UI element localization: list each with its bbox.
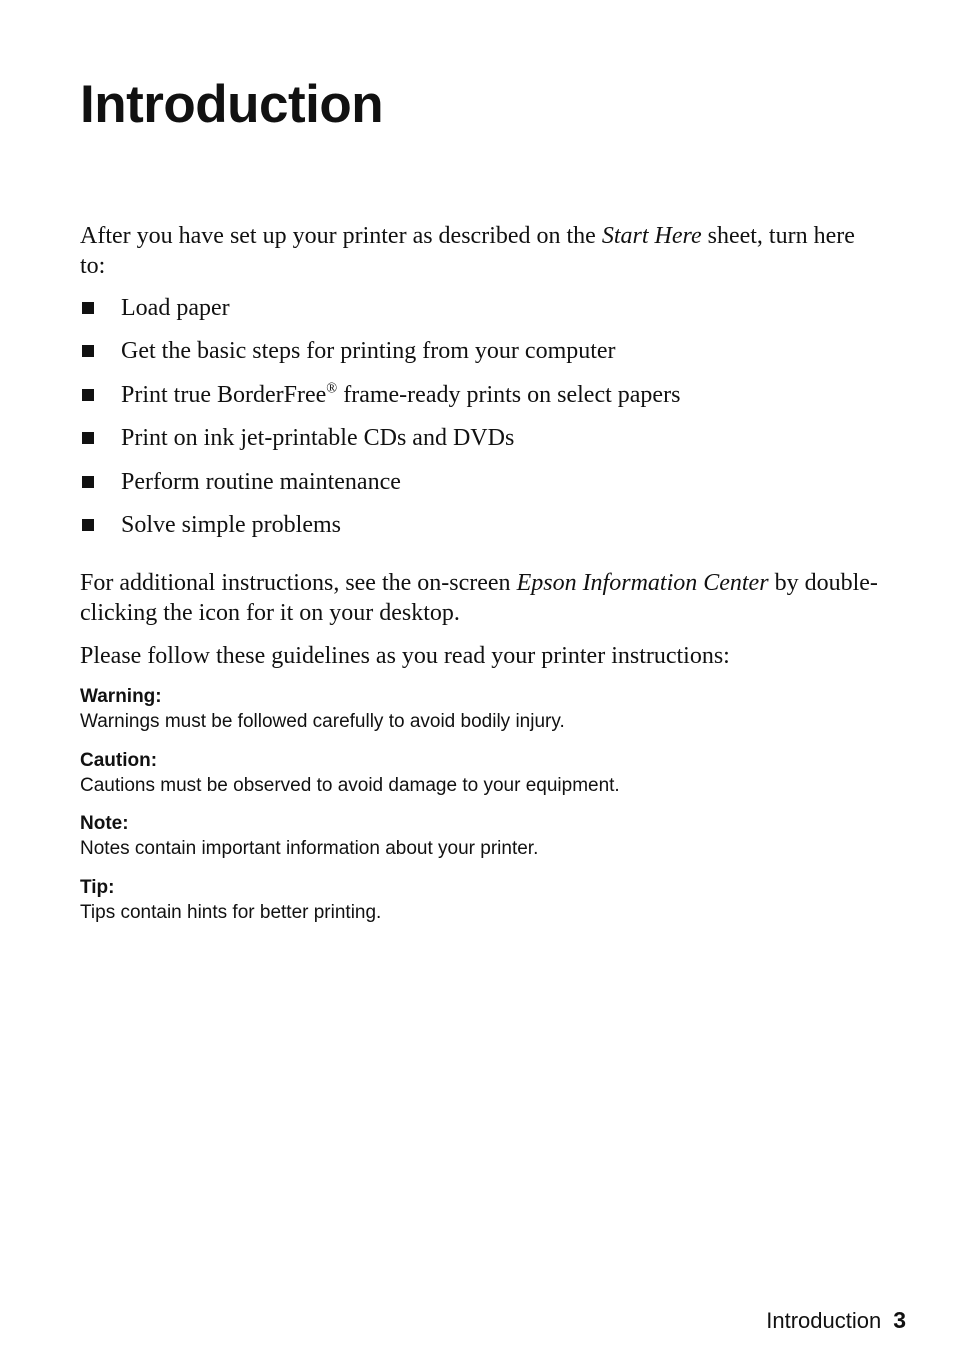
list-item-label: Get the basic steps for printing from your computer — [121, 338, 616, 365]
notice-heading: Warning: — [80, 686, 162, 707]
notice-body: Tips contain hints for better printing. — [80, 902, 382, 923]
list-item-label: Load paper — [121, 295, 230, 321]
list-item — [80, 510, 880, 553]
para2-text-after: by double-clicking the icon for it on your desktop. — [80, 570, 878, 626]
footer-section-title: Introduction — [766, 1308, 882, 1333]
list-item — [80, 380, 880, 423]
notice-body: Warnings must be followed carefully to avoid bodily injury. — [80, 711, 565, 732]
tip-notice — [80, 876, 880, 926]
page-title: Introduction — [80, 75, 384, 134]
list-item — [80, 467, 880, 510]
list-item-label: Print on ink jet-printable CDs and DVDs — [121, 425, 515, 452]
list-item — [80, 423, 880, 466]
notice-heading: Tip: — [80, 877, 115, 898]
square-bullet-icon — [82, 302, 94, 314]
square-bullet-icon — [82, 389, 94, 401]
list-item-label-rest: frame-ready prints on select papers — [337, 381, 681, 408]
caution-notice — [80, 749, 880, 799]
notice-body: Notes contain important information about your printer. — [80, 838, 539, 859]
epson-info-center-emphasis: Epson Information Center — [516, 570, 769, 596]
list-item — [80, 293, 880, 336]
square-bullet-icon — [82, 432, 94, 444]
intro-paragraph — [80, 221, 880, 281]
intro-text-after: sheet, turn here to: — [80, 223, 855, 279]
additional-instructions-paragraph — [80, 568, 890, 628]
notice-heading: Caution: — [80, 750, 158, 771]
page-footer — [766, 1305, 906, 1336]
notice-heading: Note: — [80, 813, 129, 834]
warning-notice — [80, 685, 880, 735]
square-bullet-icon — [82, 519, 94, 531]
registered-mark: ® — [326, 380, 338, 397]
para2-text-before: For additional instructions, see the on-screen — [80, 570, 517, 596]
square-bullet-icon — [82, 476, 94, 488]
guidelines-paragraph: Please follow these guidelines as you read your printer instructions: — [80, 643, 730, 669]
list-item — [80, 336, 880, 379]
intro-text-before: After you have set up your printer as described on the — [80, 223, 602, 249]
list-item-label: Print true BorderFree — [121, 381, 327, 408]
square-bullet-icon — [82, 345, 94, 357]
page-number: 3 — [893, 1307, 906, 1333]
note-notice — [80, 812, 880, 862]
start-here-emphasis: Start Here — [601, 223, 702, 249]
list-item-label: Solve simple problems — [121, 511, 341, 538]
notice-body: Cautions must be observed to avoid damage to your equipment. — [80, 775, 620, 796]
bullet-list — [80, 293, 880, 553]
list-item-label: Perform routine maintenance — [121, 468, 401, 495]
